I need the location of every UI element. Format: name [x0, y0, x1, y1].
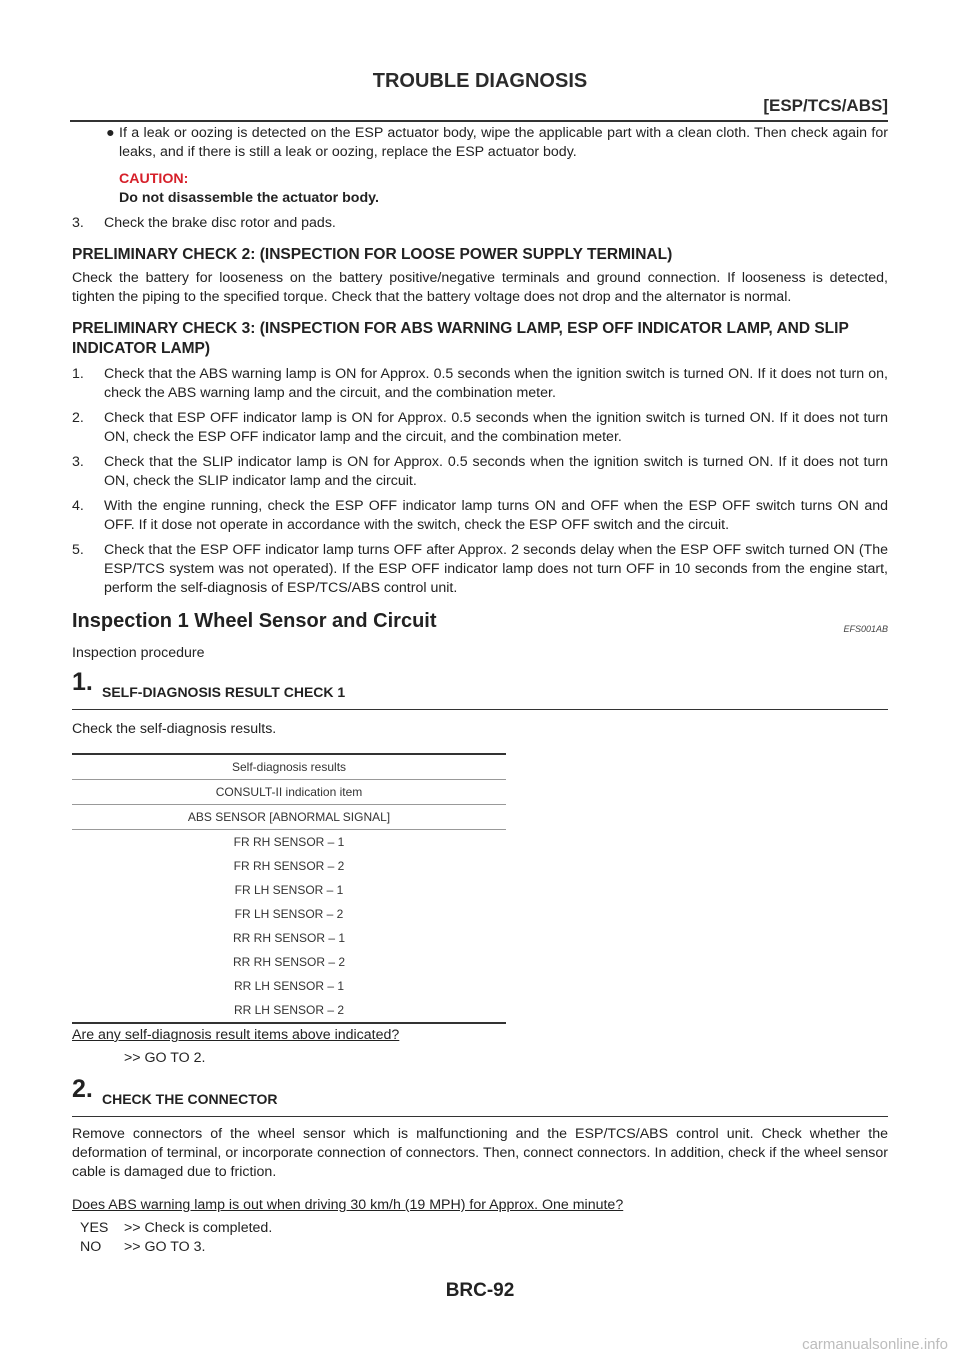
check3-item-text: With the engine running, check the ESP OFF indicator lamp turns ON and OFF when the ESP OFF switch turns ON and OFF. If it dose not operate in accordance with the switch, check the ESP OFF switch and the circuit. — [104, 498, 888, 533]
inspection-procedure-label: Inspection procedure — [72, 645, 205, 661]
inspection1-title: Inspection 1 Wheel Sensor and Circuit — [72, 610, 437, 632]
intro-step-3 — [72, 214, 888, 233]
caution-text: Do not disassemble the actuator body. — [119, 190, 379, 206]
table-cell: RR LH SENSOR – 1 — [233, 978, 345, 993]
page-header-subtitle: [ESP/TCS/ABS] — [763, 96, 888, 115]
page-number: BRC-92 — [445, 1280, 515, 1301]
table-cell: RR RH SENSOR – 2 — [232, 954, 346, 969]
table-cell: FR LH SENSOR – 1 — [234, 882, 344, 897]
intro-bullet-text: If a leak or oozing is detected on the ESP actuator body, wipe the applicable part with a clean cloth. Then check again for leaks, and if there is still a leak or oozing, replace the ESP actuator body. — [119, 125, 888, 160]
table-cell: FR RH SENSOR – 2 — [233, 858, 345, 873]
check2-heading: PRELIMINARY CHECK 2: (INSPECTION FOR LOOSE POWER SUPPLY TERMINAL) — [72, 246, 673, 263]
check3-item — [72, 453, 888, 491]
step2-title: CHECK THE CONNECTOR — [102, 1091, 278, 1107]
check3-item — [72, 409, 888, 447]
table-cell: FR RH SENSOR – 1 — [233, 834, 345, 849]
caution-label: CAUTION: — [119, 171, 189, 187]
check3-item — [72, 497, 888, 535]
inspection1-heading-row — [72, 612, 888, 640]
answer-value: >> GO TO 3. — [124, 1239, 206, 1255]
check3-item-text: Check that the SLIP indicator lamp is ON for Approx. 0.5 seconds when the ignition switch is turned ON. If it does not turn ON, check the SLIP indicator lamp and the circuit. — [104, 454, 888, 489]
step1-number: 1. — [72, 668, 93, 696]
check3-heading: PRELIMINARY CHECK 3: (INSPECTION FOR ABS WARNING LAMP, ESP OFF INDICATOR LAMP, AND SLIP INDICATOR LAMP) — [72, 320, 849, 357]
table-cell: RR LH SENSOR – 2 — [72, 998, 506, 1023]
check3-item-number: 2. — [72, 410, 84, 426]
answer-key: NO — [80, 1239, 102, 1255]
table-header-cell: Self-diagnosis results — [72, 754, 506, 780]
check3-item-text: Check that ESP OFF indicator lamp is ON for Approx. 0.5 seconds when the ignition switch is turned ON. If it does not turn ON, check the ESP OFF indicator lamp and the circuit, and the combination meter. — [104, 410, 888, 445]
table-cell: FR LH SENSOR – 2 — [234, 906, 344, 921]
intro-step-number: 3. — [72, 215, 84, 231]
table-header-cell: ABS SENSOR [ABNORMAL SIGNAL] — [72, 805, 506, 830]
step2-heading — [72, 1075, 888, 1117]
check3-item-number: 3. — [72, 454, 84, 470]
table-header-cell: CONSULT-II indication item — [72, 780, 506, 805]
answer-value: >> Check is completed. — [124, 1220, 273, 1236]
check3-item-number: 1. — [72, 366, 84, 382]
check3-item-number: 5. — [72, 542, 84, 558]
watermark: carmanualsonline.info — [802, 1336, 948, 1353]
step1-question: Are any self-diagnosis result items above indicated? — [72, 1027, 400, 1043]
check3-item-text: Check that the ABS warning lamp is ON for Approx. 0.5 seconds when the ignition switch is turned ON. If it does not turn on, check the ABS warning lamp and the circuit, and the combination meter. — [104, 366, 888, 401]
intro-bullet — [72, 124, 888, 162]
step1-body: Check the self-diagnosis results. — [72, 721, 277, 737]
bullet-dot-icon: ● — [106, 125, 115, 141]
step2-number: 2. — [72, 1075, 93, 1103]
check3-list — [72, 365, 888, 598]
check3-item — [72, 541, 888, 598]
check3-item-number: 4. — [72, 498, 84, 514]
step1-answer: >> GO TO 2. — [124, 1050, 206, 1066]
intro-step-text: Check the brake disc rotor and pads. — [104, 215, 336, 231]
check2-body: Check the battery for looseness on the battery positive/negative terminals and ground connection. If looseness is detected, tighten the piping to the specified torque. Check that the battery voltage does not drop and the alternator is normal. — [72, 270, 888, 305]
inspection1-code: EFS001AB — [843, 624, 888, 634]
check3-item-text: Check that the ESP OFF indicator lamp turns OFF after Approx. 2 seconds delay when the ESP OFF switch turned ON (The ESP/TCS system was not operated). If the ESP OFF indicator lamp does not turn OFF in 10 seconds from the engine start, perform the self-diagnosis of ESP/TCS/ABS control unit. — [104, 542, 888, 596]
step2-body: Remove connectors of the wheel sensor which is malfunctioning and the ESP/TCS/ABS control unit. Check whether the deformation of terminal, or incorporate connection of connectors. Then, connect connectors. In addition, check if the wheel sensor cable is damaged due to friction. — [72, 1126, 888, 1180]
main-content — [72, 124, 888, 1257]
answer-row — [72, 1238, 888, 1257]
check3-item — [72, 365, 888, 403]
header-divider — [70, 120, 888, 122]
answer-row — [72, 1219, 888, 1238]
page-header-title: TROUBLE DIAGNOSIS — [372, 70, 588, 92]
step1-heading — [72, 668, 888, 710]
step1-title: SELF-DIAGNOSIS RESULT CHECK 1 — [102, 684, 346, 700]
answer-key: YES — [80, 1220, 109, 1236]
step2-answers — [72, 1219, 888, 1257]
self-diagnosis-table — [72, 753, 506, 1024]
table-cell: RR RH SENSOR – 1 — [232, 930, 346, 945]
step2-question: Does ABS warning lamp is out when driving 30 km/h (19 MPH) for Approx. One minute? — [72, 1197, 624, 1213]
